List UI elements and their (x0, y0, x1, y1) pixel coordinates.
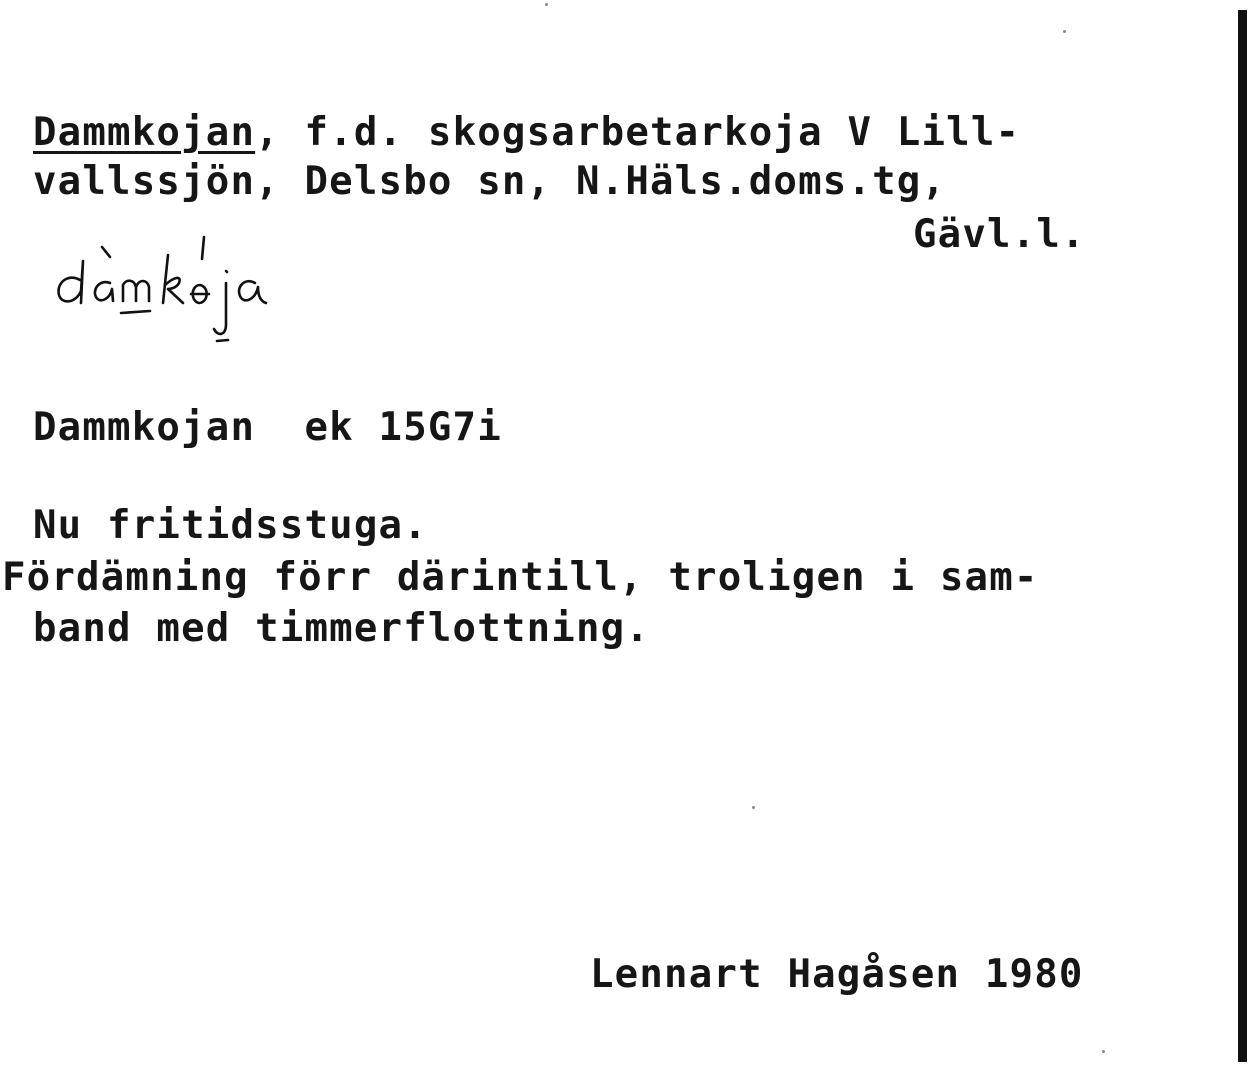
handwritten-pronunciation (50, 225, 350, 365)
entry-line-2: vallssjön, Delsbo sn, N.Häls.doms.tg, (33, 159, 947, 204)
headword: Dammkojan (33, 110, 256, 155)
signature: Lennart Hagåsen 1980 (590, 952, 1084, 997)
note-line-3: band med timmerflottning. (33, 606, 650, 651)
entry-line-1-rest: , f.d. skogsarbetarkoja V Lill- (255, 110, 1021, 155)
note-line-1: Nu fritidsstuga. (33, 503, 428, 548)
map-reference: Dammkojan ek 15G7i (33, 405, 502, 450)
scan-speck (1063, 30, 1066, 33)
card-edge-line (1238, 10, 1247, 1062)
note-line-2: Fördämning förr därintill, troligen i sam- (2, 555, 1039, 600)
scan-speck (545, 3, 548, 6)
entry-line-1 (33, 110, 1021, 155)
entry-line-3: Gävl.l. (913, 212, 1086, 257)
scan-speck (1102, 1050, 1105, 1053)
scan-speck (752, 806, 755, 809)
